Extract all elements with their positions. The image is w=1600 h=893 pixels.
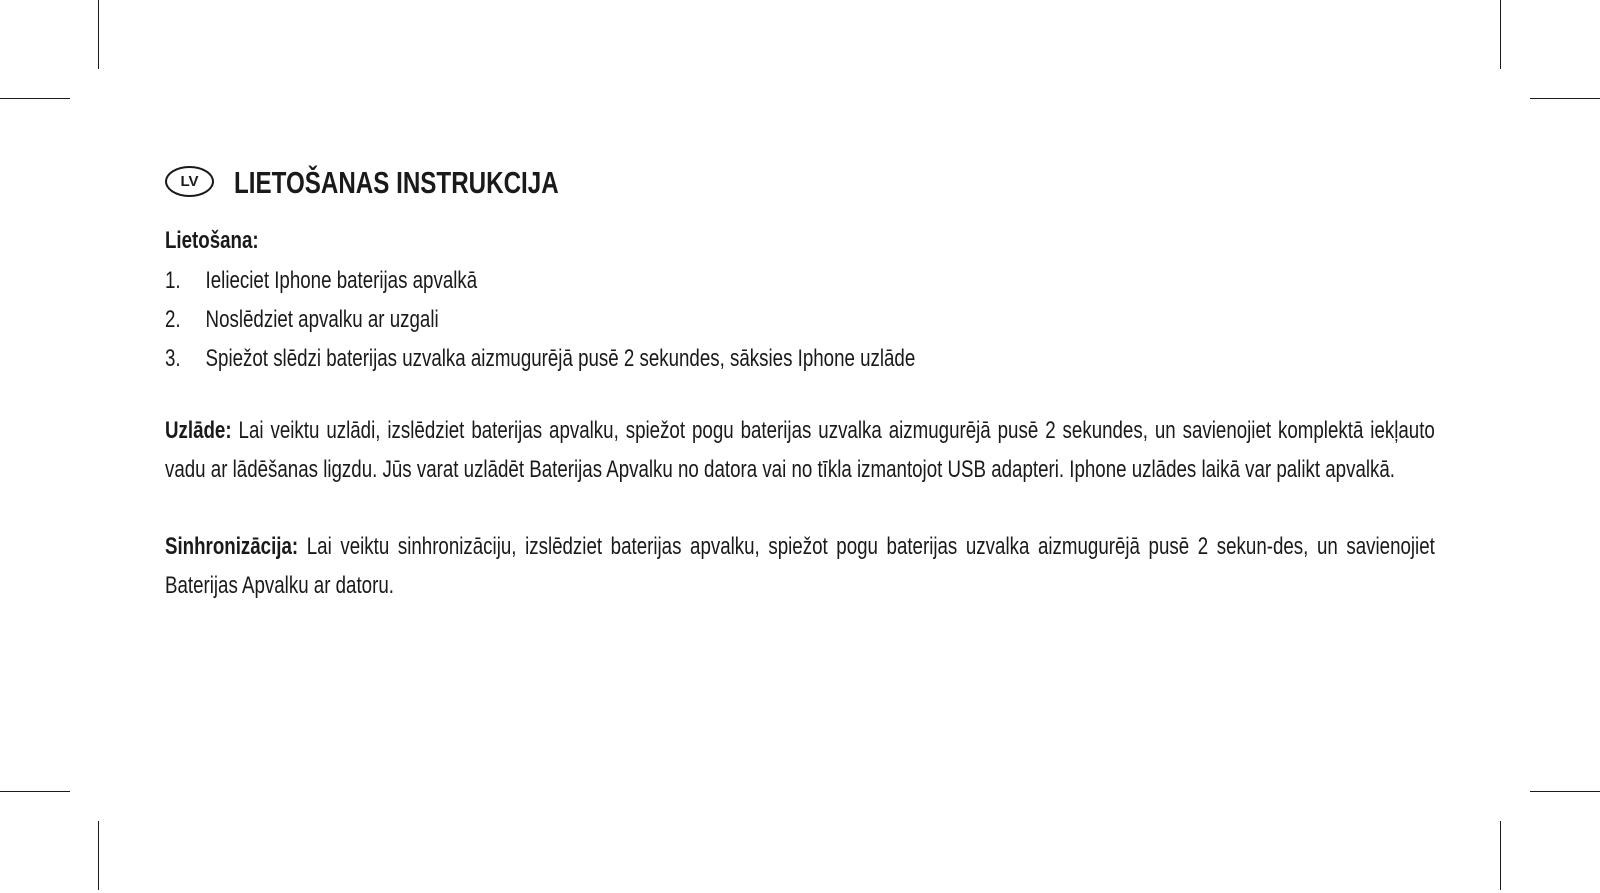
sync-paragraph <box>165 527 1435 605</box>
instruction-page <box>165 155 1435 605</box>
charging-text: Lai veiktu uzlādi, izslēdziet baterijas apvalku, spiežot pogu baterijas uzvalka aizmugurējā pusē 2 sekundes, un savienojiet komplektā iekļauto vadu ar lādēšanas ligzdu. Jūs varat uzlādēt Baterijas Apvalku no datora vai no tīkla izmantojot USB adapteri. Iphone uzlādes laikā var palikt apvalkā. <box>165 417 1435 483</box>
step-text: Ielieciet Iphone baterijas apvalkā <box>205 267 478 294</box>
crop-mark-top-left-horizontal <box>0 98 70 99</box>
usage-step <box>165 261 1435 300</box>
language-badge <box>165 166 214 197</box>
page-header <box>165 155 1435 207</box>
instruction-body <box>165 221 1435 605</box>
crop-mark-top-right-horizontal <box>1530 98 1600 99</box>
language-code: LV <box>180 172 199 190</box>
crop-mark-bottom-right-horizontal <box>1530 791 1600 792</box>
usage-step <box>165 300 1435 339</box>
crop-mark-bottom-left-vertical <box>98 821 99 890</box>
step-text: Spiežot slēdzi baterijas uzvalka aizmugurējā pusē 2 sekundes, sāksies Iphone uzlāde <box>205 345 916 372</box>
usage-heading: Lietošana: <box>165 227 259 254</box>
usage-steps <box>165 261 1435 378</box>
crop-mark-top-left-vertical <box>98 0 99 69</box>
crop-mark-bottom-right-vertical <box>1500 821 1501 890</box>
step-number: 3. <box>165 345 181 372</box>
step-number: 1. <box>165 267 181 294</box>
step-number: 2. <box>165 306 181 333</box>
crop-mark-bottom-left-horizontal <box>0 791 70 792</box>
page-title: LIETOŠANAS INSTRUKCIJA <box>234 165 559 200</box>
charging-label: Uzlāde: <box>165 417 232 444</box>
usage-step <box>165 339 1435 378</box>
crop-mark-top-right-vertical <box>1500 0 1501 69</box>
charging-paragraph <box>165 411 1435 489</box>
sync-text: Lai veiktu sinhronizāciju, izslēdziet baterijas apvalku, spiežot pogu baterijas uzvalka aizmugurējā pusē 2 sekun-des, un savienojiet Baterijas Apvalku ar datoru. <box>165 533 1435 599</box>
step-text: Noslēdziet apvalku ar uzgali <box>205 306 439 333</box>
sync-label: Sinhronizācija: <box>165 533 299 560</box>
